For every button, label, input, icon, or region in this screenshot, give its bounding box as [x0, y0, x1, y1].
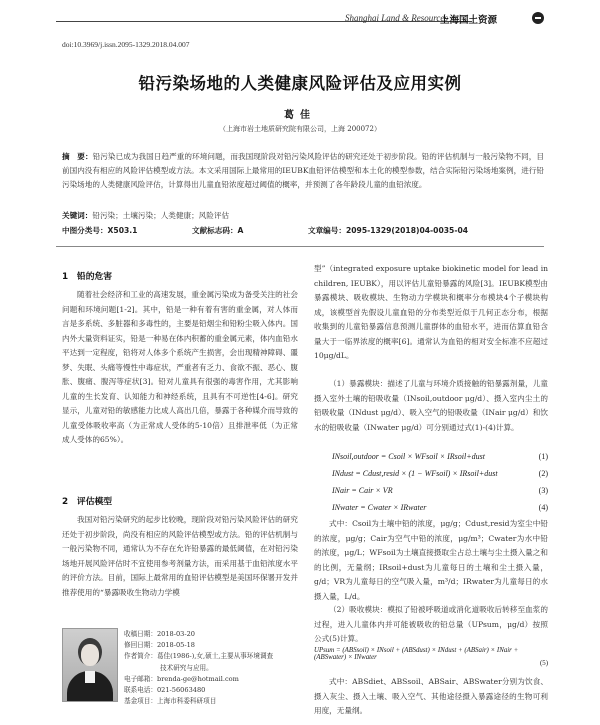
journal-name: Shanghai Land & Resources: [345, 13, 448, 23]
equation-2-number: (2): [538, 469, 548, 478]
author-info: [124, 629, 306, 707]
equation-3: [332, 486, 548, 495]
equation-notes-1: 式中：Csoil为土壤中铅的浓度，μg/g；Cdust,resid为室尘中铅的浓度，μg/g；Cair为空气中铅的浓度，μg/m³；Cwater为水中铅的浓度，μg/L；WFsoil为土壤直接摄取尘占总土壤与尘土摄入量之和的比例，无量纲；IRsoil+dust为儿童每日的土壤和尘土摄入量，g/d；VR为儿童每日的空气吸入量，m³/d；IRwater为儿童每日的水摄入量，L/d。: [314, 519, 548, 601]
exposure-module-text: （1）暴露模块：描述了儿童与环境介质接触的铅暴露剂量，儿童摄入室外土壤的铅吸收量（INsoil,outdoor μg/d）、摄入室内尘土的铅吸收量（INdust μg/d）、吸入空气的铅吸收量（INair μg/d）和饮水的铅吸收量（INwater μg/d）可分别通过式(1)-(4)计算。: [314, 379, 548, 432]
equation-3-expr: INair = Cair × VR: [332, 486, 393, 495]
equation-5-number: (5): [539, 660, 548, 667]
journal-brand: 上海国土资源: [440, 15, 498, 26]
keywords-label: 关键词：: [62, 211, 93, 220]
abstract: [62, 150, 544, 193]
abstract-label: 摘 要：: [62, 152, 93, 161]
absorption-module-text: （2）吸收模块：模拟了铅被呼吸道或消化道吸收后转移至血浆的过程，进入儿童体内并可能被吸收的铅总量（UPsum，μg/d）按照公式(5)计算。: [314, 605, 548, 643]
author-name: 葛佳: [284, 110, 316, 121]
clc-number: 中图分类号：X503.1: [62, 226, 138, 235]
right-column-intro: 型”（integrated exposure uptake biokinetic model for lead in children, IEUBK），用以评估儿童铅暴露的风险[3]。IEUBK模型由暴露模块、吸收模块、生物动力学模块和概率分布模块4个子模块构成，该模型首先假设儿童血铅的分布类型近似于几何正态分布，根据收集到的儿童铅暴露信息预测儿童群体的血铅水平，进而估算血铅含量大于一临界浓度的概率[6]。通常认为血铅的相对安全标准不应超过10μg/dL。: [314, 264, 549, 360]
equation-4-number: (4): [538, 503, 548, 512]
journal-logo-icon: [532, 12, 544, 24]
section-heading-2: 2 评估模型: [62, 497, 113, 507]
section-divider: [56, 246, 544, 247]
author-bio: 作者简介：葛佳(1986-),女,硕士,主要从事环境调查: [124, 652, 274, 661]
equation-5-expr: UPsum = (ABSsoil) × INsoil + (ABSdust) × INdust + (ABSair) × INair + (ABSwater) × INwater: [314, 647, 519, 661]
author-affiliation: （上海市岩土地质研究院有限公司，上海 200072）: [219, 125, 381, 133]
equation-3-number: (3): [538, 486, 548, 495]
equation-5: [314, 647, 548, 667]
abstract-text: 铅污染已成为我国日趋严重的环境问题，而我国现阶段对铅污染风险评估的研究还处于初步阶段。铅的评估机制与一般污染物不同，目前国内没有相应的风险评估模型或方法。本文采用国际上最常用的IEUBK血铅评估模型和本土化的模型参数，结合实际铅污染场地案例，进行铅污染场地的人类健康风险评估，计算得出儿童血铅浓度超过阈值的概率，并预测了各年龄段儿童的血铅浓度。: [62, 152, 544, 190]
paper-title: 铅污染场地的人类健康风险评估及应用实例: [138, 74, 462, 93]
equation-notes-2: 式中：ABSdiet、ABSsoil、ABSair、ABSwater分别为饮食、摄入灰尘、摄入土壤、吸入空气、其他途径摄入暴露途径的生物可利用度，无量纲。: [314, 677, 548, 715]
equation-4: [332, 503, 548, 512]
keywords: [62, 210, 229, 221]
section-heading-1: 1 铅的危害: [62, 272, 113, 282]
section-body-1: 随着社会经济和工业的高速发展，重金属污染成为备受关注的社会问题和环境问题[1-2]。其中，铅是一种有着有害的重金属，对人体而言是多系统、多脏器和多毒性的，主要是铅烟尘和铅粉尘吸入体内。国内外大量资料证实，铅是一种易在体内积蓄的重金属元素，体内血铅水平达到一定程度，铅将对人体多个系统产生损害，会出现精神障碍、噩梦、失眠、头痛等慢性中毒症状，严重者有乏力、食欲不振、恶心、腹胀、腹痛、腹泻等症状[3]。铅对儿童具有很强的毒害作用，尤其影响儿童的生长发育、认知能力和神经系统，且具有不可逆性[4-6]。研究显示，儿童对铅的敏感能力比成人高出几倍，暴露于各种媒介而导致的儿童受体吸收率高（为正常成人受体的5-10倍）且排泄率低（为正常成人受体的65%）。: [62, 290, 298, 444]
equation-1: [332, 452, 548, 461]
author-phone: 联系电话：021-56063480: [124, 686, 206, 695]
author-email[interactable]: 电子邮箱：brenda-ge@hotmail.com: [124, 674, 239, 683]
equation-2-expr: INdust = Cdust,resid × (1 − WFsoil) × IRsoil+dust: [332, 469, 498, 478]
equation-2: [332, 469, 548, 478]
author-bio-cont: 技术研究与应用。: [160, 663, 213, 672]
equation-4-expr: INwater = Cwater × IRwater: [332, 503, 427, 512]
equation-1-number: (1): [538, 452, 548, 461]
section-body-2: 我国对铅污染研究的起步比较晚，现阶段对铅污染风险评估的研究还处于初步阶段，尚没有相应的风险评估模型或方法。铅的评估机制与一般污染物不同，通常认为不存在允许铅暴露的最低阈值，在对铅污染场地开展风险评估时不宜使用参考剂量方法，而采用基于血铅浓度水平的评价方法。目前，国际上最常用的血铅评估模型是美国环保署开发并推荐使用的“暴露吸收生物动力学模: [62, 515, 298, 597]
document-code: 文献标志码：A: [192, 226, 244, 235]
article-number: 文章编号：2095-1329(2018)04-0035-04: [308, 226, 469, 235]
keywords-text: 铅污染；土壤污染；人类健康；风险评估: [92, 211, 230, 220]
funding: 基金项目：上海市科委科研项目: [124, 697, 217, 706]
equation-1-expr: INsoil,outdoor = Csoil × WFsoil × IRsoil+dust: [332, 452, 485, 461]
doi[interactable]: doi:10.3969/j.issn.2095-1329.2018.04.007: [62, 40, 190, 49]
revised-date: 修回日期：2018-05-18: [124, 641, 195, 650]
author-photo: [62, 628, 118, 702]
received-date: 收稿日期：2018-03-20: [124, 630, 195, 638]
